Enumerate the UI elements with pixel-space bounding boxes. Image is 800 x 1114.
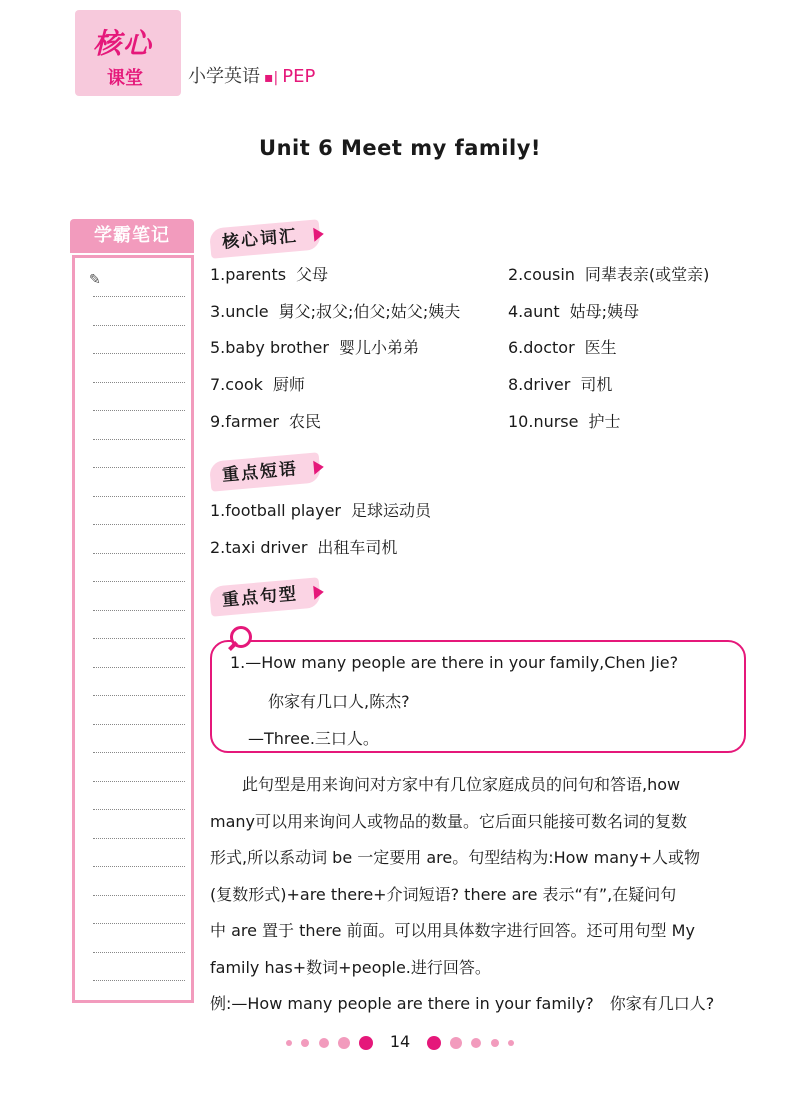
phrase-chinese: 足球运动员	[350, 501, 431, 520]
page-footer	[0, 1032, 800, 1051]
arrow-tip-icon	[313, 227, 324, 242]
vocab-chinese: 护士	[588, 411, 621, 431]
vocab-item	[210, 409, 321, 432]
vocab-chinese: 农民	[289, 411, 322, 431]
note-line	[93, 980, 185, 981]
vocab-chinese: 医生	[584, 338, 617, 358]
vocab-item	[210, 262, 328, 285]
note-line	[93, 838, 185, 839]
note-line	[93, 610, 185, 611]
dot-icon	[301, 1039, 309, 1047]
vocab-chinese: 司机	[580, 375, 613, 395]
note-line	[93, 667, 185, 668]
vocab-item	[210, 372, 305, 395]
section-label-text: 重点短语	[221, 459, 299, 486]
explanation-paragraph	[210, 767, 748, 1023]
explanation-line: 中 are 置于 there 前面。可以用具体数字进行回答。还可用句型 My	[210, 921, 695, 940]
section-label-text: 核心词汇	[221, 226, 299, 253]
vocab-chinese: 父母	[296, 265, 329, 284]
dot-icon	[450, 1037, 462, 1049]
vocab-english: 8.driver	[508, 375, 571, 395]
vocab-english: 9.farmer	[210, 411, 280, 431]
section-label-vocab	[209, 219, 321, 258]
note-line	[93, 410, 185, 411]
vocab-chinese: 姑母;姨母	[569, 301, 640, 321]
note-line	[93, 724, 185, 725]
note-line	[93, 524, 185, 525]
vocab-english: 10.nurse	[508, 411, 579, 431]
vocab-item	[508, 262, 709, 285]
arrow-tip-icon	[313, 460, 324, 475]
example-translation: 你家有几口人,陈杰?	[268, 692, 410, 711]
vocab-english: 1.parents	[210, 265, 287, 284]
phrase-english: 2.taxi driver	[210, 537, 308, 557]
phrase-item	[210, 535, 397, 558]
note-line	[93, 496, 185, 497]
note-line	[93, 382, 185, 383]
explanation-line: family has+数词+people.进行回答。	[210, 957, 491, 977]
vocab-item	[508, 335, 617, 358]
explanation-line: 例:—How many people are there in your family? 你家有几口人?	[210, 994, 715, 1013]
dot-icon	[508, 1040, 514, 1046]
vocab-item	[508, 372, 612, 395]
dot-icon	[286, 1040, 292, 1046]
dot-icon	[319, 1038, 329, 1048]
phrase-english: 1.football player	[210, 501, 341, 520]
section-label-sentences	[209, 577, 321, 616]
note-line	[93, 553, 185, 554]
vocab-english: 7.cook	[210, 375, 263, 395]
note-line	[93, 895, 185, 896]
section-label-text: 重点句型	[221, 584, 299, 611]
arrow-tip-icon	[313, 585, 324, 600]
page-title: Unit 6 Meet my family!	[259, 136, 541, 160]
vocab-item	[508, 299, 639, 322]
vocab-chinese: 婴儿小弟弟	[338, 338, 419, 358]
vocab-chinese: 舅父;叔父;伯父;姑父;姨夫	[278, 301, 461, 321]
vocab-english: 3.uncle	[210, 301, 269, 321]
vocab-english: 2.cousin	[508, 265, 575, 284]
vocab-english: 5.baby brother	[210, 338, 329, 358]
edition-label: PEP	[282, 66, 316, 87]
note-line	[93, 752, 185, 753]
vocab-item	[210, 335, 419, 358]
pencil-icon: ✎	[89, 272, 101, 288]
explanation-line: 形式,所以系动词 be 一定要用 are。句型结构为:How many+人或物	[210, 848, 701, 867]
note-line	[93, 467, 185, 468]
logo-top-text: 核心	[93, 27, 154, 60]
note-line	[93, 809, 185, 810]
phrase-item	[210, 498, 431, 521]
note-line	[93, 695, 185, 696]
note-line	[93, 781, 185, 782]
dot-icon	[427, 1036, 441, 1050]
dot-icon	[471, 1038, 481, 1048]
note-line	[93, 296, 185, 297]
note-line	[93, 439, 185, 440]
vocab-chinese: 厨师	[272, 375, 305, 395]
separator-icon: ▪|	[264, 70, 279, 86]
vocab-english: 4.aunt	[508, 301, 560, 321]
phrase-chinese: 出租车司机	[317, 537, 398, 557]
example-answer: —Three.三口人。	[248, 729, 379, 748]
explanation-line: many可以用来询问人或物品的数量。它后面只能接可数名词的复数	[210, 811, 688, 831]
note-line	[93, 923, 185, 924]
note-line	[93, 581, 185, 582]
note-line	[93, 866, 185, 867]
dot-icon	[359, 1036, 373, 1050]
note-line	[93, 353, 185, 354]
notes-panel	[72, 255, 194, 1003]
vocab-english: 6.doctor	[508, 338, 575, 358]
note-line	[93, 952, 185, 953]
header-subtitle	[188, 62, 315, 88]
section-label-phrases	[209, 452, 321, 491]
note-line	[93, 638, 185, 639]
brand-logo	[75, 10, 181, 96]
vocab-chinese: 同辈表亲(或堂亲)	[584, 265, 710, 284]
notes-tab: 学霸笔记	[70, 219, 194, 253]
dot-icon	[338, 1037, 350, 1049]
series-name: 小学英语	[188, 66, 260, 87]
logo-bottom-text: 课堂	[107, 68, 143, 89]
page-number: 14	[389, 1032, 411, 1051]
vocab-item	[508, 409, 621, 432]
explanation-line: (复数形式)+are there+介词短语? there are 表示“有”,在疑问句	[210, 884, 677, 904]
vocab-item	[210, 299, 460, 322]
example-question: 1.—How many people are there in your family,Chen Jie?	[230, 653, 679, 672]
note-line	[93, 325, 185, 326]
explanation-line: 此句型是用来询问对方家中有几位家庭成员的问句和答语,how	[210, 775, 681, 794]
dot-icon	[491, 1039, 499, 1047]
